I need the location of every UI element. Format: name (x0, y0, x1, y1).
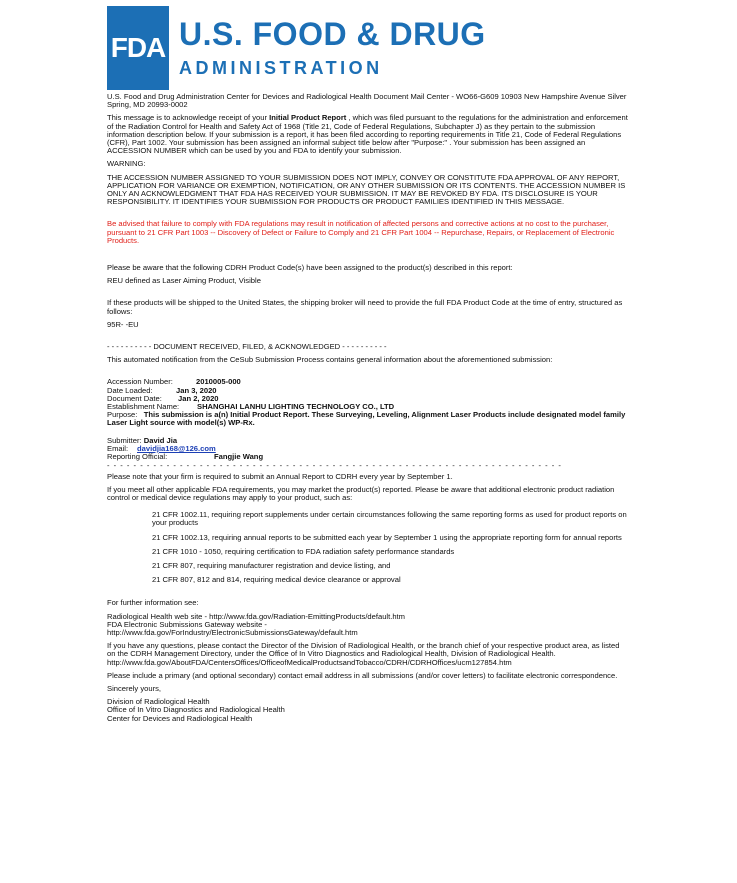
warning-label: WARNING: (107, 159, 146, 169)
submission-details (107, 378, 629, 427)
compliance-notice: Be advised that failure to comply with FDA regulations may result in notification of affected persons and corrective actions at no cost to the purchaser, pursuant to 21 CFR Part 1003 -- Discovery of Defect or Failure to Comply and 21 CFR Part 1004 -- Repurchase, Repairs, or Replacement of Electronic Products. (107, 219, 615, 245)
mailing-address: U.S. Food and Drug Administration Center for Devices and Radiological Health Document Mail Center - WO66-G609 10903 New Hampshire Avenue Silver Spring, MD 20993-0002 (107, 92, 627, 110)
fda-logo-mark: FDA (107, 6, 169, 90)
signature-line: Center for Devices and Radiological Health (107, 713, 253, 723)
logo-title: U.S. FOOD & DRUG (179, 16, 486, 52)
spacer (107, 428, 629, 437)
email-label: Email: (107, 443, 129, 453)
signature-block (107, 698, 629, 723)
signature-line: Office of In Vitro Diagnostics and Radiological Health (107, 705, 285, 715)
establishment-label: Establishment Name: (107, 402, 180, 412)
logo-subtitle: ADMINISTRATION (179, 58, 383, 78)
report-type: Initial Product Report (269, 113, 347, 123)
info-links (107, 613, 629, 638)
regulation-item: 21 CFR 1002.13, requiring annual reports to be submitted each year by September 1 using the appropriate reporting form for annual reports (152, 532, 622, 542)
intro-pre: This message is to acknowledge receipt of your (107, 113, 270, 123)
dashed-separator: - - - - - - - - - - - - - - - - - - - - - - - - - - - - - - - - - - - - - - - - - - - - - - - - - - - - - - - - - - - - - - - - - - - - - (107, 461, 562, 471)
email-request: Please include a primary (and optional secondary) contact email address in all submissions (and/or cover letters) to facilitate electronic correspondence. (107, 670, 618, 680)
questions-text: If you have any questions, please contact the Director of the Division of Radiological Health, or the branch chief of your respective product area, as listed on the CDRH Management Directory, under the Office of In Vitro Diagnostics and Radiological Health, Division of Radiological Health. http://www.fda.gov/AboutFDA/CentersOffices/OfficeofMedicalProductsandTobacco/CDRH/CDRHOffices/ucm127854.htm (107, 641, 620, 667)
contact-details (107, 437, 629, 462)
shipping-text: If these products will be shipped to the United States, the shipping broker will need to provide the full FDA Product Code at the time of entry, structured as follows: (107, 298, 623, 316)
fda-logo-text (179, 17, 486, 81)
received-banner: - - - - - - - - - - DOCUMENT RECEIVED, FILED, & ACKNOWLEDGED - - - - - - - - - - (107, 342, 387, 352)
intro-post: , which was filed pursuant to the regulations for the administration and enforcement of the Radiation Control for Health and Safety Act of 1968 (Title 21, Code of Federal Regulations, Subchapter J) as they pertain to the submission information description below. If your submission is a report, it has been filed according to reporting requirements in Title 21, Code of Federal Regulations (CFR), Part 1002. Your submission has been assigned an informal subject title below after "Purpose:" . Your submission has been assigned an ACCESSION NUMBER which can be used by you and FDA to identify your submission. (107, 113, 628, 156)
product-code: REU defined as Laser Aiming Product, Visible (107, 276, 261, 286)
signature-line: Division of Radiological Health (107, 697, 210, 707)
spacer (107, 369, 629, 378)
shipping-code: 95R- -EU (107, 319, 139, 329)
annual-report-note: Please note that your firm is required to submit an Annual Report to CDRH every year by September 1. (107, 471, 453, 481)
accession-label: Accession Number: (107, 377, 173, 387)
submitter-label: Submitter: (107, 435, 142, 445)
purpose-value: This submission is a(n) Initial Product Report. These Surveying, Leveling, Alignment Laser Products include designated model family Laser Light source with model(s) WP-Rx. (107, 410, 626, 428)
official-value: Fangjie Wang (214, 452, 264, 462)
purpose-label: Purpose: (107, 410, 138, 420)
regulation-item: 21 CFR 807, requiring manufacturer registration and device listing, and (152, 560, 391, 570)
regulation-item: 21 CFR 1010 - 1050, requiring certification to FDA radiation safety performance standards (152, 546, 455, 556)
spacer (107, 250, 629, 264)
purpose-row (107, 411, 629, 427)
submitter-value: David Jia (143, 435, 178, 445)
official-label: Reporting Official: (107, 452, 168, 462)
intro-paragraph (107, 114, 629, 155)
radiological-link[interactable]: Radiological Health web site - http://www.fda.gov/Radiation-EmittingProducts/default.htm (107, 611, 405, 621)
further-info-label: For further information see: (107, 598, 199, 608)
date-loaded-value: Jan 3, 2020 (176, 385, 217, 395)
regulation-item: 21 CFR 1002.11, requiring report supplements under certain circumstances following the same reporting forms as used for product reports on your products (152, 510, 627, 528)
cesub-text: This automated notification from the CeSub Submission Process contains general information about the aforementioned submission: (107, 355, 553, 365)
email-row (107, 445, 629, 453)
document-page (107, 6, 629, 723)
accession-value: 2010005-000 (196, 377, 241, 387)
product-codes-intro: Please be aware that the following CDRH Product Code(s) have been assigned to the product(s) described in this report: (107, 263, 513, 273)
date-loaded-label: Date Loaded: (107, 385, 153, 395)
regulation-item: 21 CFR 807, 812 and 814, requiring medical device clearance or approval (152, 575, 401, 585)
fda-logo (107, 6, 629, 90)
warning-text: THE ACCESSION NUMBER ASSIGNED TO YOUR SUBMISSION DOES NOT IMPLY, CONVEY OR CONSTITUTE FDA APPROVAL OF ANY REPORT, APPLICATION FOR VARIANCE OR EXEMPTION, NOTIFICATION, OR ANY OTHER SUBMISSION OR ITS CONTENTS. THE ACCESSION NUMBER IS ONLY AN ACKNOWLEDGMENT THAT FDA HAS RECEIVED YOUR SUBMISSION. IT MAY BE REVOKED BY FDA. ITS DISCLOSURE IS YOUR RESPONSIBILITY. IT IDENTIFIES YOUR SUBMISSION FOR PRODUCTS OR PRODUCT FAMILIES IDENTIFIED IN THIS MESSAGE. (107, 172, 626, 207)
closing: Sincerely yours, (107, 683, 162, 693)
market-text: If you meet all other applicable FDA requirements, you may market the product(s) reported. Please be aware that additional electronic product radiation control or medical device regulations may apply to your product, such as: (107, 484, 615, 502)
establishment-value: SHANGHAI LANHU LIGHTING TECHNOLOGY CO., LTD (197, 402, 395, 412)
document-date-label: Document Date: (107, 393, 162, 403)
official-row (107, 453, 629, 461)
email-link[interactable]: davidjia168@126.com (137, 443, 216, 453)
regulations-list (152, 511, 629, 584)
gateway-link-label: FDA Electronic Submissions Gateway website - (107, 619, 267, 629)
document-date-value: Jan 2, 2020 (178, 393, 219, 403)
gateway-link[interactable]: http://www.fda.gov/ForIndustry/ElectronicSubmissionsGateway/default.htm (107, 627, 358, 637)
